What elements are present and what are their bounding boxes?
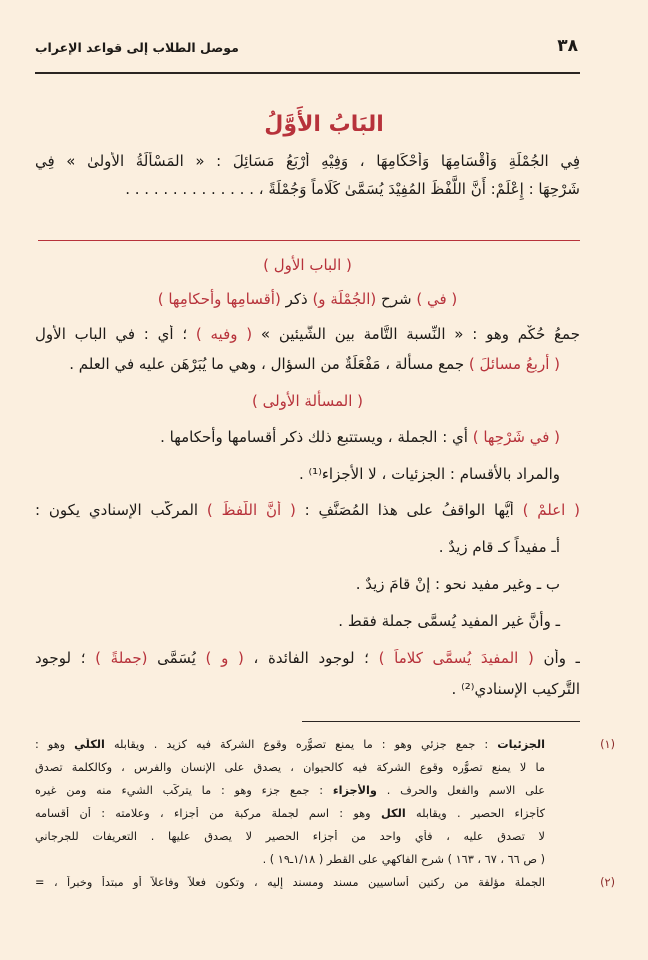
matn-divider xyxy=(38,240,580,241)
highlighted-text: ( الباب الأول ) xyxy=(263,256,352,274)
commentary-line xyxy=(35,355,560,375)
commentary-line xyxy=(35,465,560,485)
text-segment: : جمع جزء وهو : ما يتركَّب الشيء منه ومن غيره xyxy=(35,784,333,797)
highlighted-text: ( في ) xyxy=(416,290,458,308)
text-segment: ذكر xyxy=(280,290,313,308)
footnote-line xyxy=(35,876,545,894)
commentary-line xyxy=(35,680,580,700)
footnote-line xyxy=(35,784,545,802)
highlighted-text: (الجُمْلَة و) xyxy=(312,290,377,308)
text-segment: شرح xyxy=(376,290,417,308)
highlighted-text: ( و ) xyxy=(205,649,244,667)
page-number: ٣٨ xyxy=(557,36,578,56)
text-segment: ب ـ وغير مفيد نحو : إنْ قامَ زيدٌ . xyxy=(355,575,560,593)
highlighted-text: ( أنَّ اللَّفظَ ) xyxy=(206,501,296,519)
highlighted-text: (جملةً ) xyxy=(95,649,148,667)
text-segment: شَرْحِهَا : إِعْلَمْ: أَنَّ اللَّفْظَ المُفِيْدَ يُسَمَّىٰ كَلَاماً وَجُمْلَةً ، . . . . . . . . . . . . . . xyxy=(125,180,580,198)
header-rule xyxy=(35,72,580,74)
chapter-title: البَابُ الأَوَّلُ xyxy=(264,112,384,137)
text-segment: وهو : اسم لجملة مركبة من أجزاء ، وعلامته : أن أقسامه xyxy=(35,807,381,820)
text-segment: ( ص ٦٦ ، ٦٧ ، ١٦٣ ) شرح الفاكهي على القطر ( ١/١٨ـ١٩ ) . xyxy=(262,853,545,866)
text-segment: لا تصدق عليه ، فأي واحد من أجزاء الحصير لا يصدق عليها . التعريفات للجرجاني xyxy=(35,830,545,843)
commentary-line xyxy=(35,501,580,523)
text-segment: يُسَمَّى xyxy=(147,649,206,667)
text-segment: وهو : xyxy=(35,738,75,751)
matn-line xyxy=(35,152,580,174)
text-segment: جمع مسألة ، مَفْعَلَةٌ من السؤال ، وهي ما يُبَرْهَن عليه في العلم . xyxy=(69,355,469,373)
book-title: موصل الطلاب إلى قواعد الإعراب xyxy=(35,40,239,55)
highlighted-text: ( في شَرْحِها ) xyxy=(472,428,560,446)
highlighted-text: ( المسألة الأولى ) xyxy=(251,392,364,410)
text-segment: كأجزاء الحصير . ويقابله xyxy=(405,807,545,820)
section-heading xyxy=(35,392,580,412)
text-segment: ؛ أي : في الباب الأول xyxy=(35,325,196,343)
footnote-number: (٢) xyxy=(600,876,615,889)
section-heading xyxy=(35,256,580,276)
commentary-line xyxy=(35,649,580,671)
highlighted-text: ( اعلمْ ) xyxy=(522,501,580,519)
footnote-line xyxy=(35,738,545,756)
commentary-line xyxy=(35,428,560,448)
footnote-number: (١) xyxy=(600,738,615,751)
highlighted-text: ( أربعُ مسائلَ ) xyxy=(468,355,560,373)
text-segment: ـ وأنَّ غير المفيد يُسمَّى جملة فقط . xyxy=(338,612,560,630)
footnote-rule xyxy=(302,721,580,722)
text-segment: أي : الجملة ، ويستتبع ذلك ذكر أقسامها وأحكامها . xyxy=(160,428,473,446)
bold-term: الكلِّي xyxy=(74,738,105,751)
footnote-line xyxy=(35,761,545,779)
highlighted-text: (أقسامِها وأحكامِها ) xyxy=(157,290,281,308)
footnote-line xyxy=(35,853,545,868)
text-segment: : جمع جزئي وهو : ما يمنع تصوُّره وقوع الشركة فيه كزيد . ويقابله xyxy=(104,738,498,751)
text-segment: الجملة مؤلفة من ركنين أساسيين مسند ومسند إليه ، وتكون فعلاً وفاعلاً أو مبتدأ وخبراً ، = xyxy=(35,876,545,889)
text-segment: التَّركيب الإسنادي⁽²⁾ . xyxy=(451,680,580,698)
bold-term: الكل xyxy=(380,807,406,820)
footnote-line xyxy=(35,807,545,825)
text-segment: المركَّب الإسنادي يكون : xyxy=(35,501,207,519)
text-segment: جمعُ حُكْم وهو : « النِّسبة التَّامة بين الشَّيئين » xyxy=(252,325,580,343)
bold-term: الجزئيات xyxy=(497,738,545,751)
text-segment: ما لا يمنع تصوُّره وقوع الشركة فيه كالحيوان ، يصدق على الإنسان والفرس ، وكالكلمة تصدق xyxy=(35,761,545,774)
commentary-line xyxy=(35,325,580,347)
footnote-line xyxy=(35,830,545,848)
text-segment: فِي الجُمْلَةِ وَأَقْسَامِهَا وَأَحْكَامِهَا ، وَفِيْهِ أَرْبَعُ مَسَائِلَ : « المَسْأَلَةُ الأُولىٰ » فِي xyxy=(35,152,580,170)
matn-line xyxy=(35,180,580,200)
commentary-line xyxy=(35,575,560,595)
bold-term: والأجزاء xyxy=(332,784,377,797)
highlighted-text: ( وفيه ) xyxy=(195,325,253,343)
text-segment: على الاسم والفعل والحرف . xyxy=(376,784,545,797)
highlighted-text: ( المفيدَ يُسمَّى كلاماً ) xyxy=(378,649,534,667)
text-segment: والمراد بالأقسام : الجزئيات ، لا الأجزاء⁽¹⁾ . xyxy=(298,465,560,483)
text-segment: ؛ لوجود xyxy=(35,649,96,667)
text-segment: أـ مفيداً كـ قام زيدٌ . xyxy=(438,538,560,556)
text-segment: ؛ لوجود الفائدة ، xyxy=(243,649,379,667)
section-heading xyxy=(35,290,580,310)
text-segment: أيُّها الواقفُ على هذا المُصَنَّفِ : xyxy=(295,501,523,519)
text-segment: ـ وأن xyxy=(533,649,580,667)
commentary-line xyxy=(35,612,560,632)
commentary-line xyxy=(35,538,560,558)
